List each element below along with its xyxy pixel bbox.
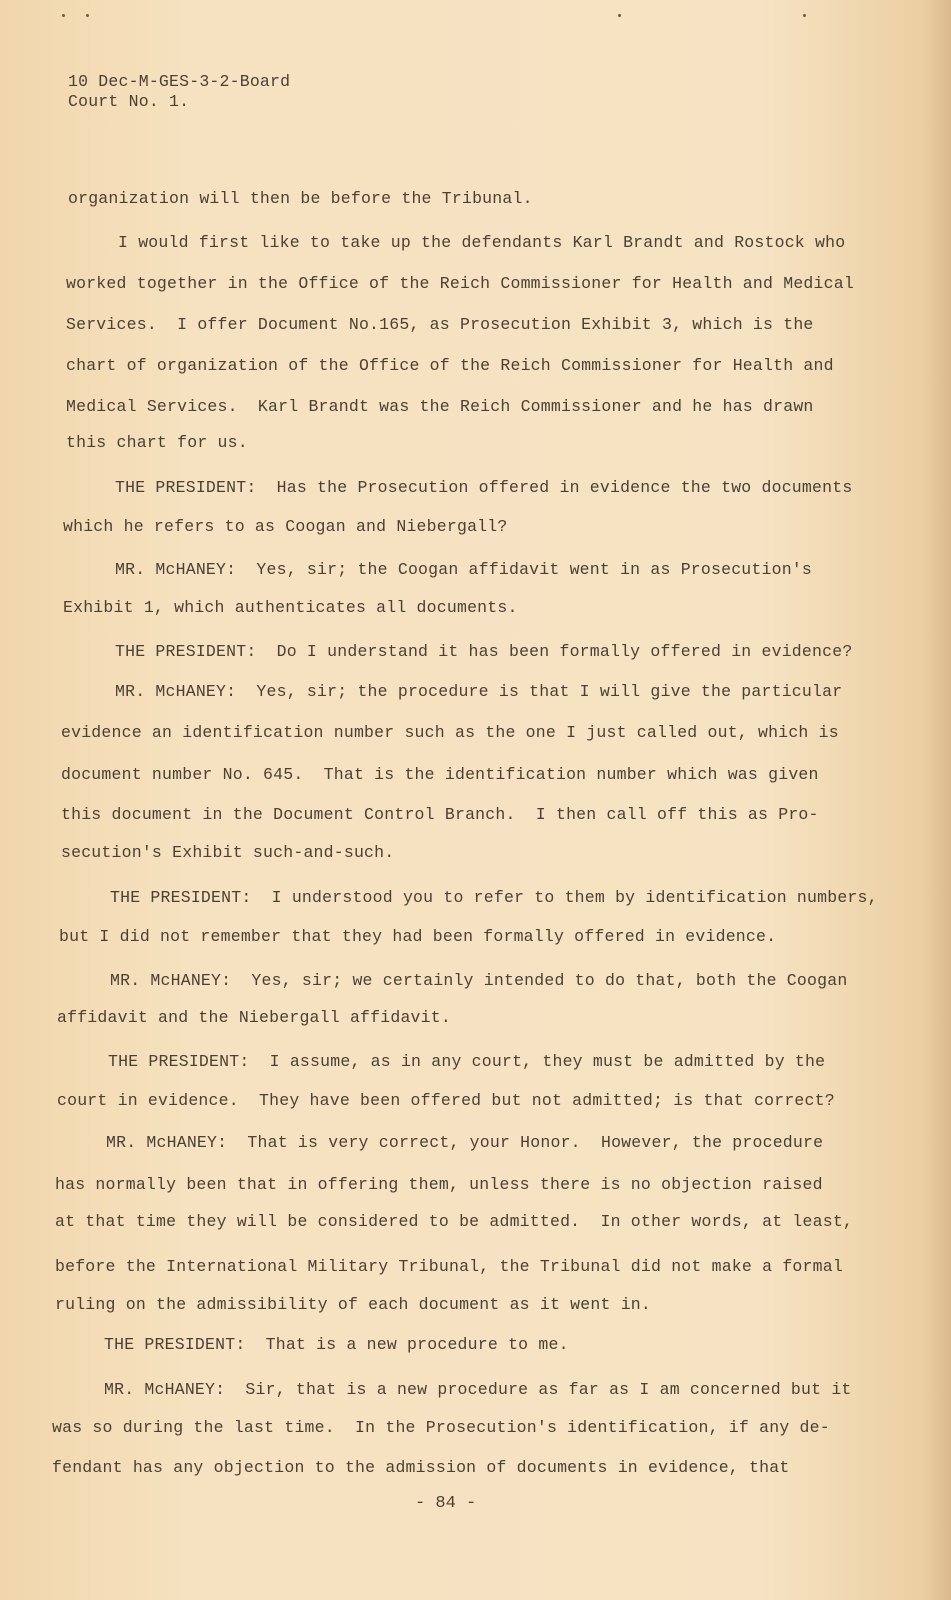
text-line: which he refers to as Coogan and Niebergall?: [63, 517, 508, 536]
text-line: Services. I offer Document No.165, as Prosecution Exhibit 3, which is the: [66, 315, 814, 334]
text-line: has normally been that in offering them, unless there is no objection raised: [55, 1175, 823, 1194]
text-line: chart of organization of the Office of the Reich Commissioner for Health and: [66, 356, 834, 375]
text-line: this chart for us.: [66, 433, 248, 452]
text-line: affidavit and the Niebergall affidavit.: [57, 1008, 451, 1027]
text-line: ruling on the admissibility of each document as it went in.: [55, 1295, 651, 1314]
punch-mark: [86, 14, 89, 17]
punch-mark: [618, 14, 621, 17]
text-line: THE PRESIDENT: Do I understand it has been formally offered in evidence?: [115, 642, 853, 661]
header-court: Court No. 1.: [68, 92, 190, 111]
text-line: THE PRESIDENT: Has the Prosecution offered in evidence the two documents: [115, 478, 853, 497]
text-line: THE PRESIDENT: I understood you to refer to them by identification numbers,: [110, 888, 878, 907]
text-line: organization will then be before the Tribunal.: [68, 189, 533, 208]
text-line: before the International Military Tribunal, the Tribunal did not make a formal: [55, 1257, 843, 1276]
text-line: this document in the Document Control Branch. I then call off this as Pro-: [61, 805, 819, 824]
text-line: MR. McHANEY: Yes, sir; the procedure is that I will give the particular: [115, 682, 843, 701]
punch-mark: [62, 14, 65, 17]
header-reference: 10 Dec-M-GES-3-2-Board: [68, 72, 291, 91]
text-line: Exhibit 1, which authenticates all documents.: [63, 598, 518, 617]
text-line: MR. McHANEY: Yes, sir; the Coogan affidavit went in as Prosecution's: [115, 560, 813, 579]
text-line: MR. McHANEY: Sir, that is a new procedure as far as I am concerned but it: [104, 1380, 852, 1399]
text-line: evidence an identification number such as the one I just called out, which is: [61, 723, 839, 742]
text-line: document number No. 645. That is the identification number which was given: [61, 765, 819, 784]
punch-mark: [803, 14, 806, 17]
text-line: at that time they will be considered to be admitted. In other words, at least,: [55, 1212, 854, 1231]
text-line: THE PRESIDENT: I assume, as in any court, they must be admitted by the: [108, 1052, 826, 1071]
text-line: MR. McHANEY: Yes, sir; we certainly intended to do that, both the Coogan: [110, 971, 848, 990]
text-line: but I did not remember that they had been formally offered in evidence.: [59, 927, 777, 946]
text-line: was so during the last time. In the Prosecution's identification, if any de-: [52, 1418, 830, 1437]
text-line: MR. McHANEY: That is very correct, your Honor. However, the procedure: [106, 1133, 824, 1152]
text-line: fendant has any objection to the admission of documents in evidence, that: [52, 1458, 790, 1477]
text-line: court in evidence. They have been offered but not admitted; is that correct?: [57, 1091, 835, 1110]
page-number: - 84 -: [415, 1494, 477, 1513]
text-line: Medical Services. Karl Brandt was the Reich Commissioner and he has drawn: [66, 397, 814, 416]
text-line: THE PRESIDENT: That is a new procedure to me.: [104, 1335, 569, 1354]
text-line: worked together in the Office of the Reich Commissioner for Health and Medical: [66, 274, 854, 293]
text-line: I would first like to take up the defendants Karl Brandt and Rostock who: [118, 233, 846, 252]
text-line: secution's Exhibit such-and-such.: [61, 843, 395, 862]
